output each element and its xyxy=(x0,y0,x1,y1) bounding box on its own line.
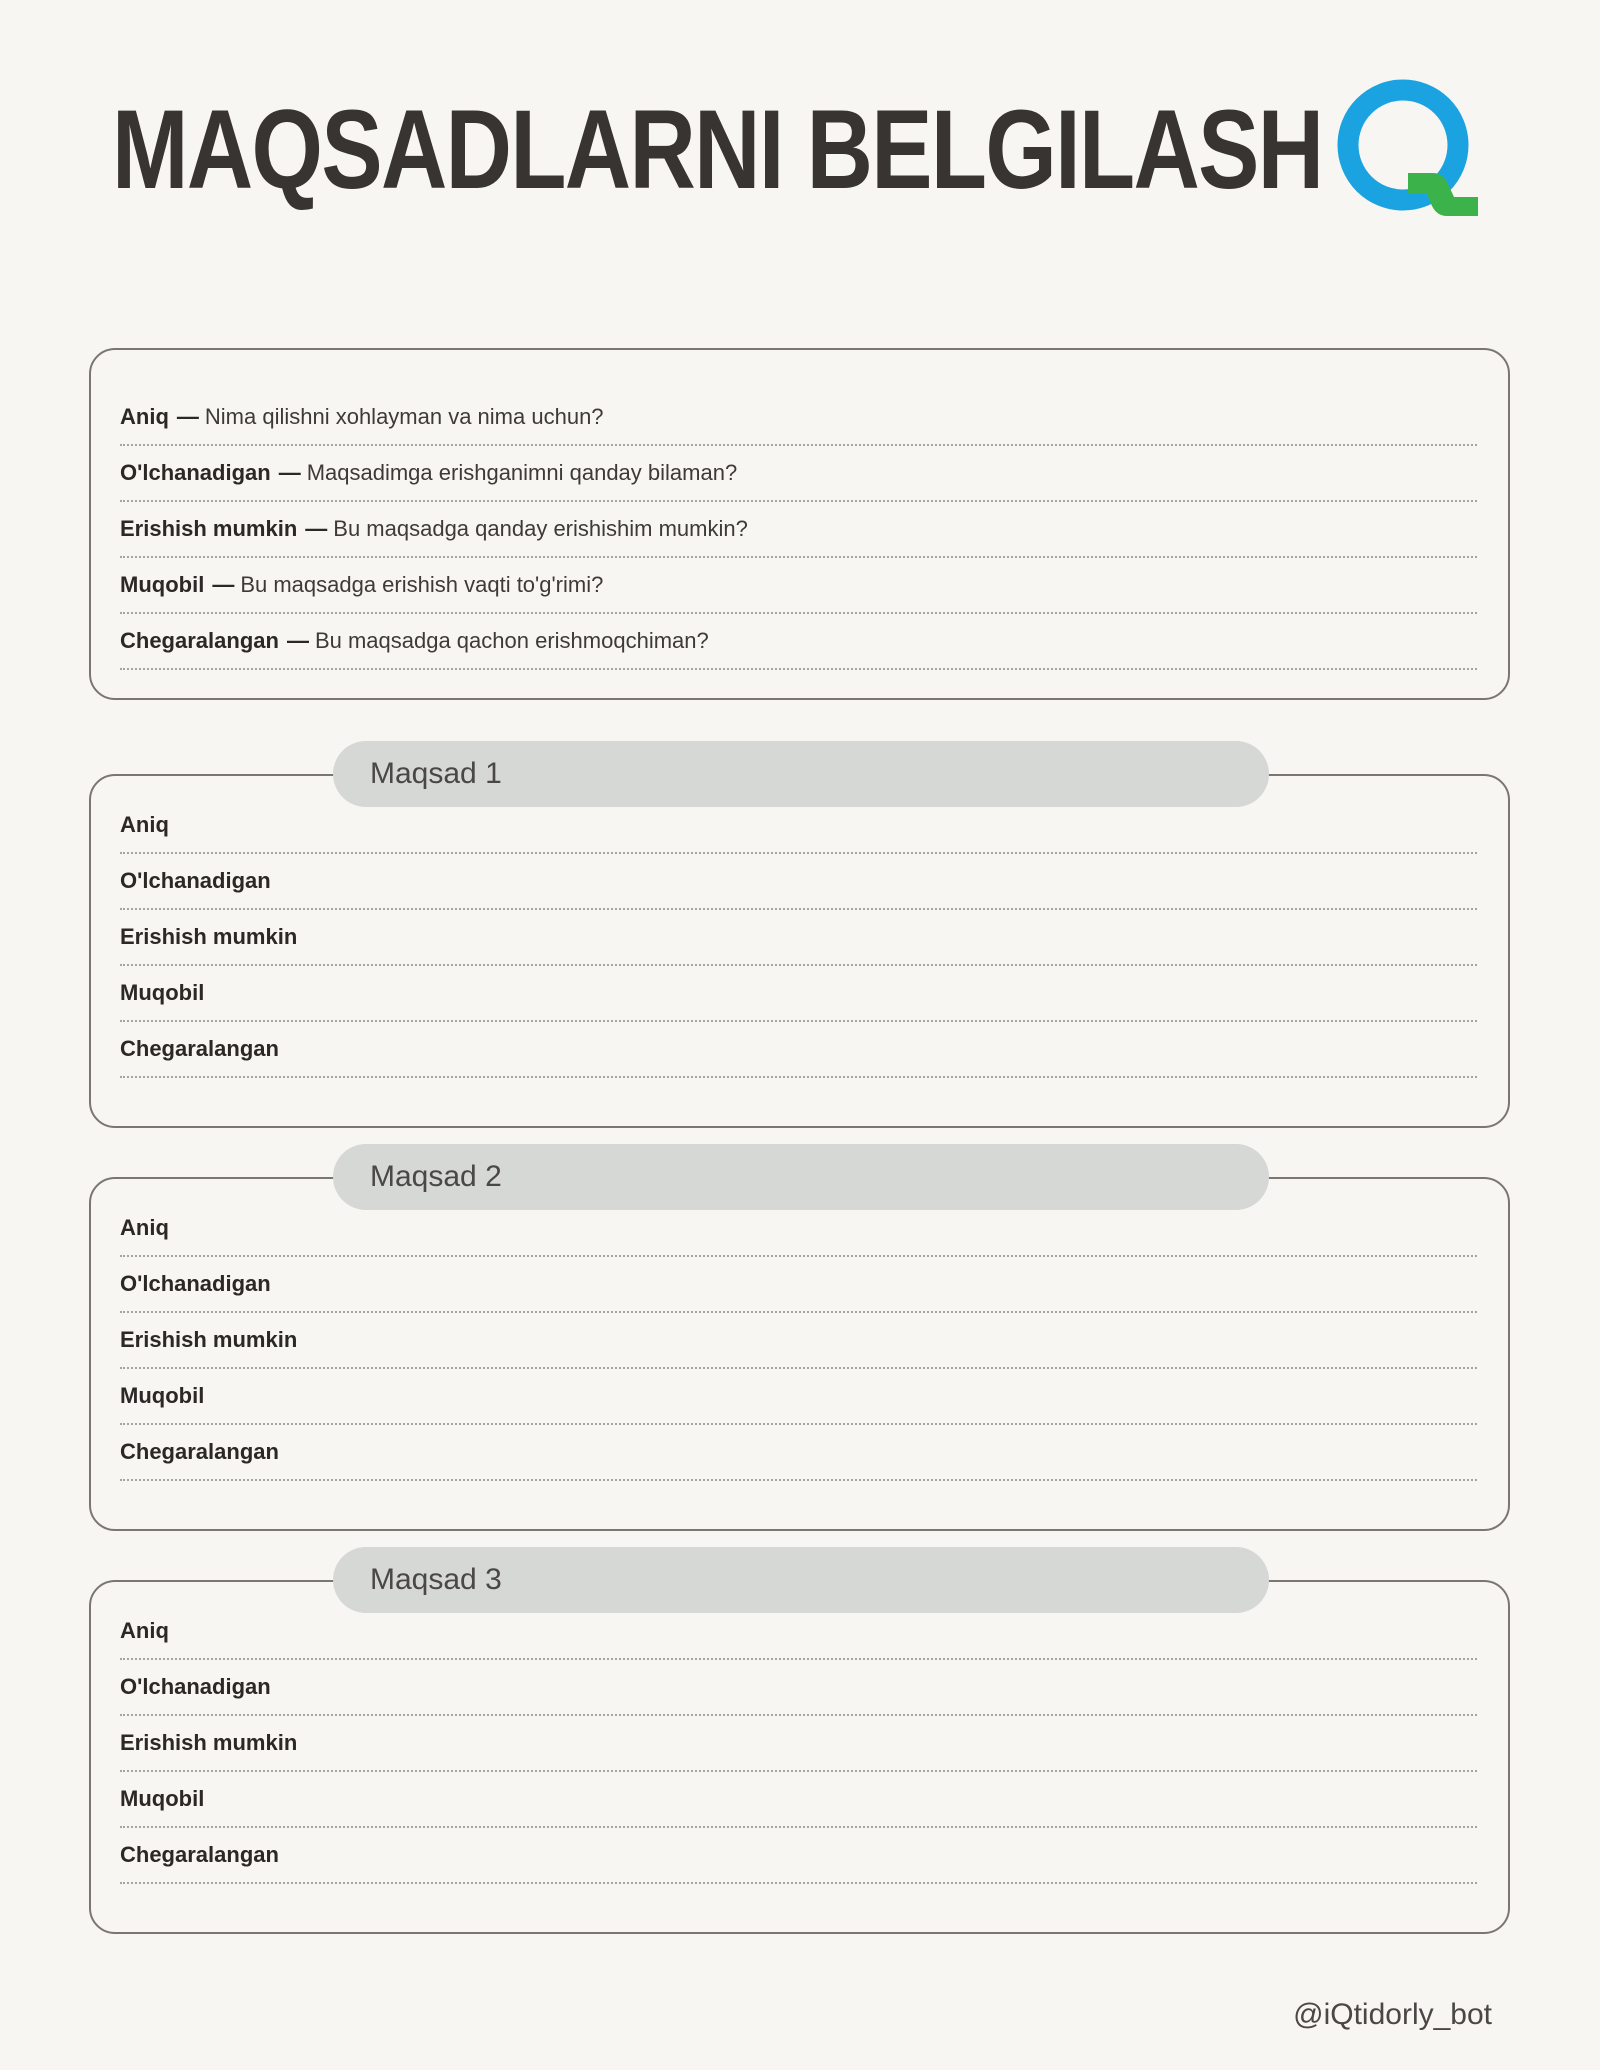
criteria-row xyxy=(120,390,1477,446)
goal-field-row[interactable] xyxy=(120,1369,1477,1425)
goal-field-row[interactable] xyxy=(120,1201,1477,1257)
criteria-term: Muqobil xyxy=(120,572,205,597)
criteria-term: O'lchanadigan xyxy=(120,460,271,485)
criteria-term: Aniq xyxy=(120,404,169,429)
goal-field-label: Erishish mumkin xyxy=(120,924,298,949)
goal-title-pill: Maqsad 2 xyxy=(333,1144,1269,1210)
goal-field-row[interactable] xyxy=(120,910,1477,966)
criteria-separator: — xyxy=(305,516,328,541)
page-title: MAQSADLARNI BELGILASH xyxy=(112,87,1323,212)
goal-field-row[interactable] xyxy=(120,854,1477,910)
goal-field-label: Muqobil xyxy=(120,1786,205,1811)
criteria-question: Bu maqsadga qachon erishmoqchiman? xyxy=(314,628,709,653)
criteria-question: Maqsadimga erishganimni qanday bilaman? xyxy=(306,460,738,485)
goal-card-2 xyxy=(89,1160,1510,1531)
smart-criteria-card xyxy=(89,348,1510,700)
goal-field-row[interactable] xyxy=(120,798,1477,854)
criteria-row xyxy=(120,614,1477,670)
criteria-question: Bu maqsadga qanday erishishim mumkin? xyxy=(333,516,748,541)
goal-title-pill: Maqsad 1 xyxy=(333,741,1269,807)
criteria-separator: — xyxy=(176,404,199,429)
goal-card-1 xyxy=(89,757,1510,1128)
goal-field-label: Aniq xyxy=(120,1215,169,1240)
goal-field-label: Muqobil xyxy=(120,980,205,1005)
criteria-separator: — xyxy=(286,628,309,653)
goal-field-row[interactable] xyxy=(120,966,1477,1022)
goal-field-row[interactable] xyxy=(120,1660,1477,1716)
criteria-question: Bu maqsadga erishish vaqti to'g'rimi? xyxy=(240,572,604,597)
goal-field-label: Erishish mumkin xyxy=(120,1730,298,1755)
criteria-row xyxy=(120,558,1477,614)
goal-field-row[interactable] xyxy=(120,1313,1477,1369)
goal-field-label: Erishish mumkin xyxy=(120,1327,298,1352)
criteria-row xyxy=(120,502,1477,558)
goal-field-label: Muqobil xyxy=(120,1383,205,1408)
goal-card-3 xyxy=(89,1563,1510,1934)
goal-field-label: O'lchanadigan xyxy=(120,1271,271,1296)
goal-field-row[interactable] xyxy=(120,1716,1477,1772)
goal-field-label: Chegaralangan xyxy=(120,1439,279,1464)
criteria-row xyxy=(120,446,1477,502)
criteria-question: Nima qilishni xohlayman va nima uchun? xyxy=(204,404,604,429)
goal-title-pill: Maqsad 3 xyxy=(333,1547,1269,1613)
goal-field-label: O'lchanadigan xyxy=(120,1674,271,1699)
goal-field-row[interactable] xyxy=(120,1257,1477,1313)
criteria-separator: — xyxy=(278,460,301,485)
criteria-term: Erishish mumkin xyxy=(120,516,298,541)
goal-field-row[interactable] xyxy=(120,1425,1477,1481)
goal-field-label: Aniq xyxy=(120,1618,169,1643)
criteria-term: Chegaralangan xyxy=(120,628,279,653)
q-logo-icon xyxy=(1330,76,1480,226)
goal-field-row[interactable] xyxy=(120,1022,1477,1078)
criteria-separator: — xyxy=(212,572,235,597)
goal-field-label: O'lchanadigan xyxy=(120,868,271,893)
goal-field-row[interactable] xyxy=(120,1772,1477,1828)
goal-field-row[interactable] xyxy=(120,1604,1477,1660)
goal-field-row[interactable] xyxy=(120,1828,1477,1884)
goal-field-label: Aniq xyxy=(120,812,169,837)
goal-field-label: Chegaralangan xyxy=(120,1036,279,1061)
goal-field-label: Chegaralangan xyxy=(120,1842,279,1867)
footer-handle: @iQtidorly_bot xyxy=(1293,1998,1492,2031)
